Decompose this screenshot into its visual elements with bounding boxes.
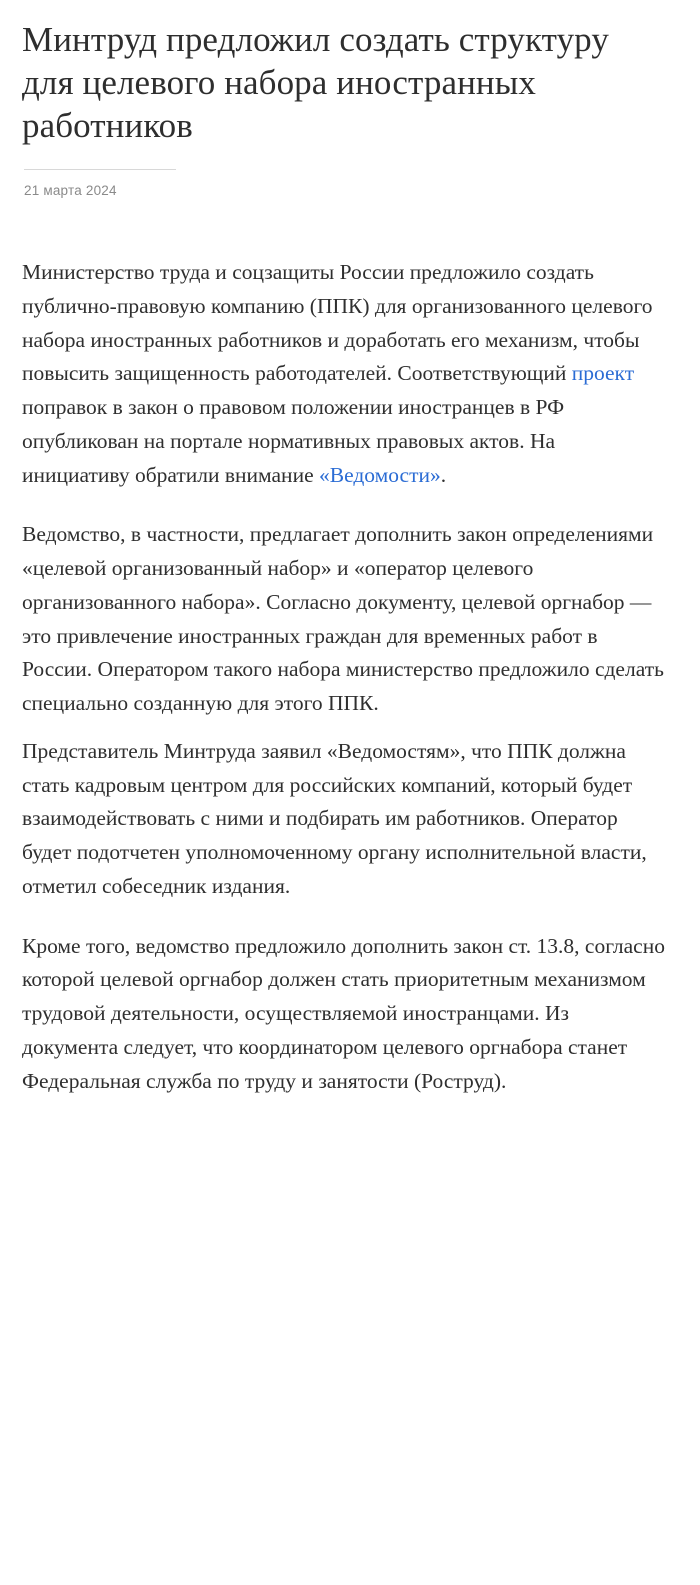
title-divider bbox=[24, 169, 176, 170]
article-paragraph bbox=[22, 735, 667, 904]
paragraph-text: Ведомство, в частности, предлагает дополнить закон определениями «целевой организованный набор» и «оператор целевого организованного набора». Согласно документу, целевой оргнабор — это привлечение иностранных граждан для временных работ в России. Оператором такого набора министерство предложило сделать специально созданную для этого ППК. bbox=[22, 522, 664, 716]
article-paragraph bbox=[22, 930, 667, 1099]
article-body bbox=[22, 256, 678, 1098]
paragraph-text: Министерство труда и соцзащиты России предложило создать публично-правовую компанию (ППК) для организованного целевого набора иностранных работников и доработать его механизм, чтобы повысить защищенность работодателей. Соответствующий bbox=[22, 260, 653, 386]
paragraph-text: поправок в закон о правовом положении иностранцев в РФ опубликован на портале нормативных правовых актов. На инициативу обратили внимание bbox=[22, 395, 565, 487]
article-paragraph bbox=[22, 518, 667, 721]
inline-link[interactable]: проект bbox=[571, 361, 635, 386]
paragraph-text: Кроме того, ведомство предложило дополнить закон ст. 13.8, согласно которой целевой оргнабор должен стать приоритетным механизмом трудовой деятельности, осуществляемой иностранцами. Из документа следует, что координатором целевого оргнабора станет Федеральная служба по труду и занятости (Роструд). bbox=[22, 933, 665, 1093]
article-paragraph bbox=[22, 256, 667, 492]
publication-date: 21 марта 2024 bbox=[24, 183, 117, 199]
paragraph-text: . bbox=[440, 462, 447, 487]
inline-link[interactable]: «Ведомости» bbox=[319, 462, 441, 487]
paragraph-text: Представитель Минтруда заявил «Ведомостям», что ППК должна стать кадровым центром для российских компаний, который будет взаимодействовать с ними и подбирать им работников. Оператор будет подотчетен уполномоченному органу исполнительной власти, отметил собеседник издания. bbox=[22, 738, 647, 898]
page-title: Минтруд предложил создать структуру для целевого набора иностранных работников bbox=[22, 20, 609, 146]
